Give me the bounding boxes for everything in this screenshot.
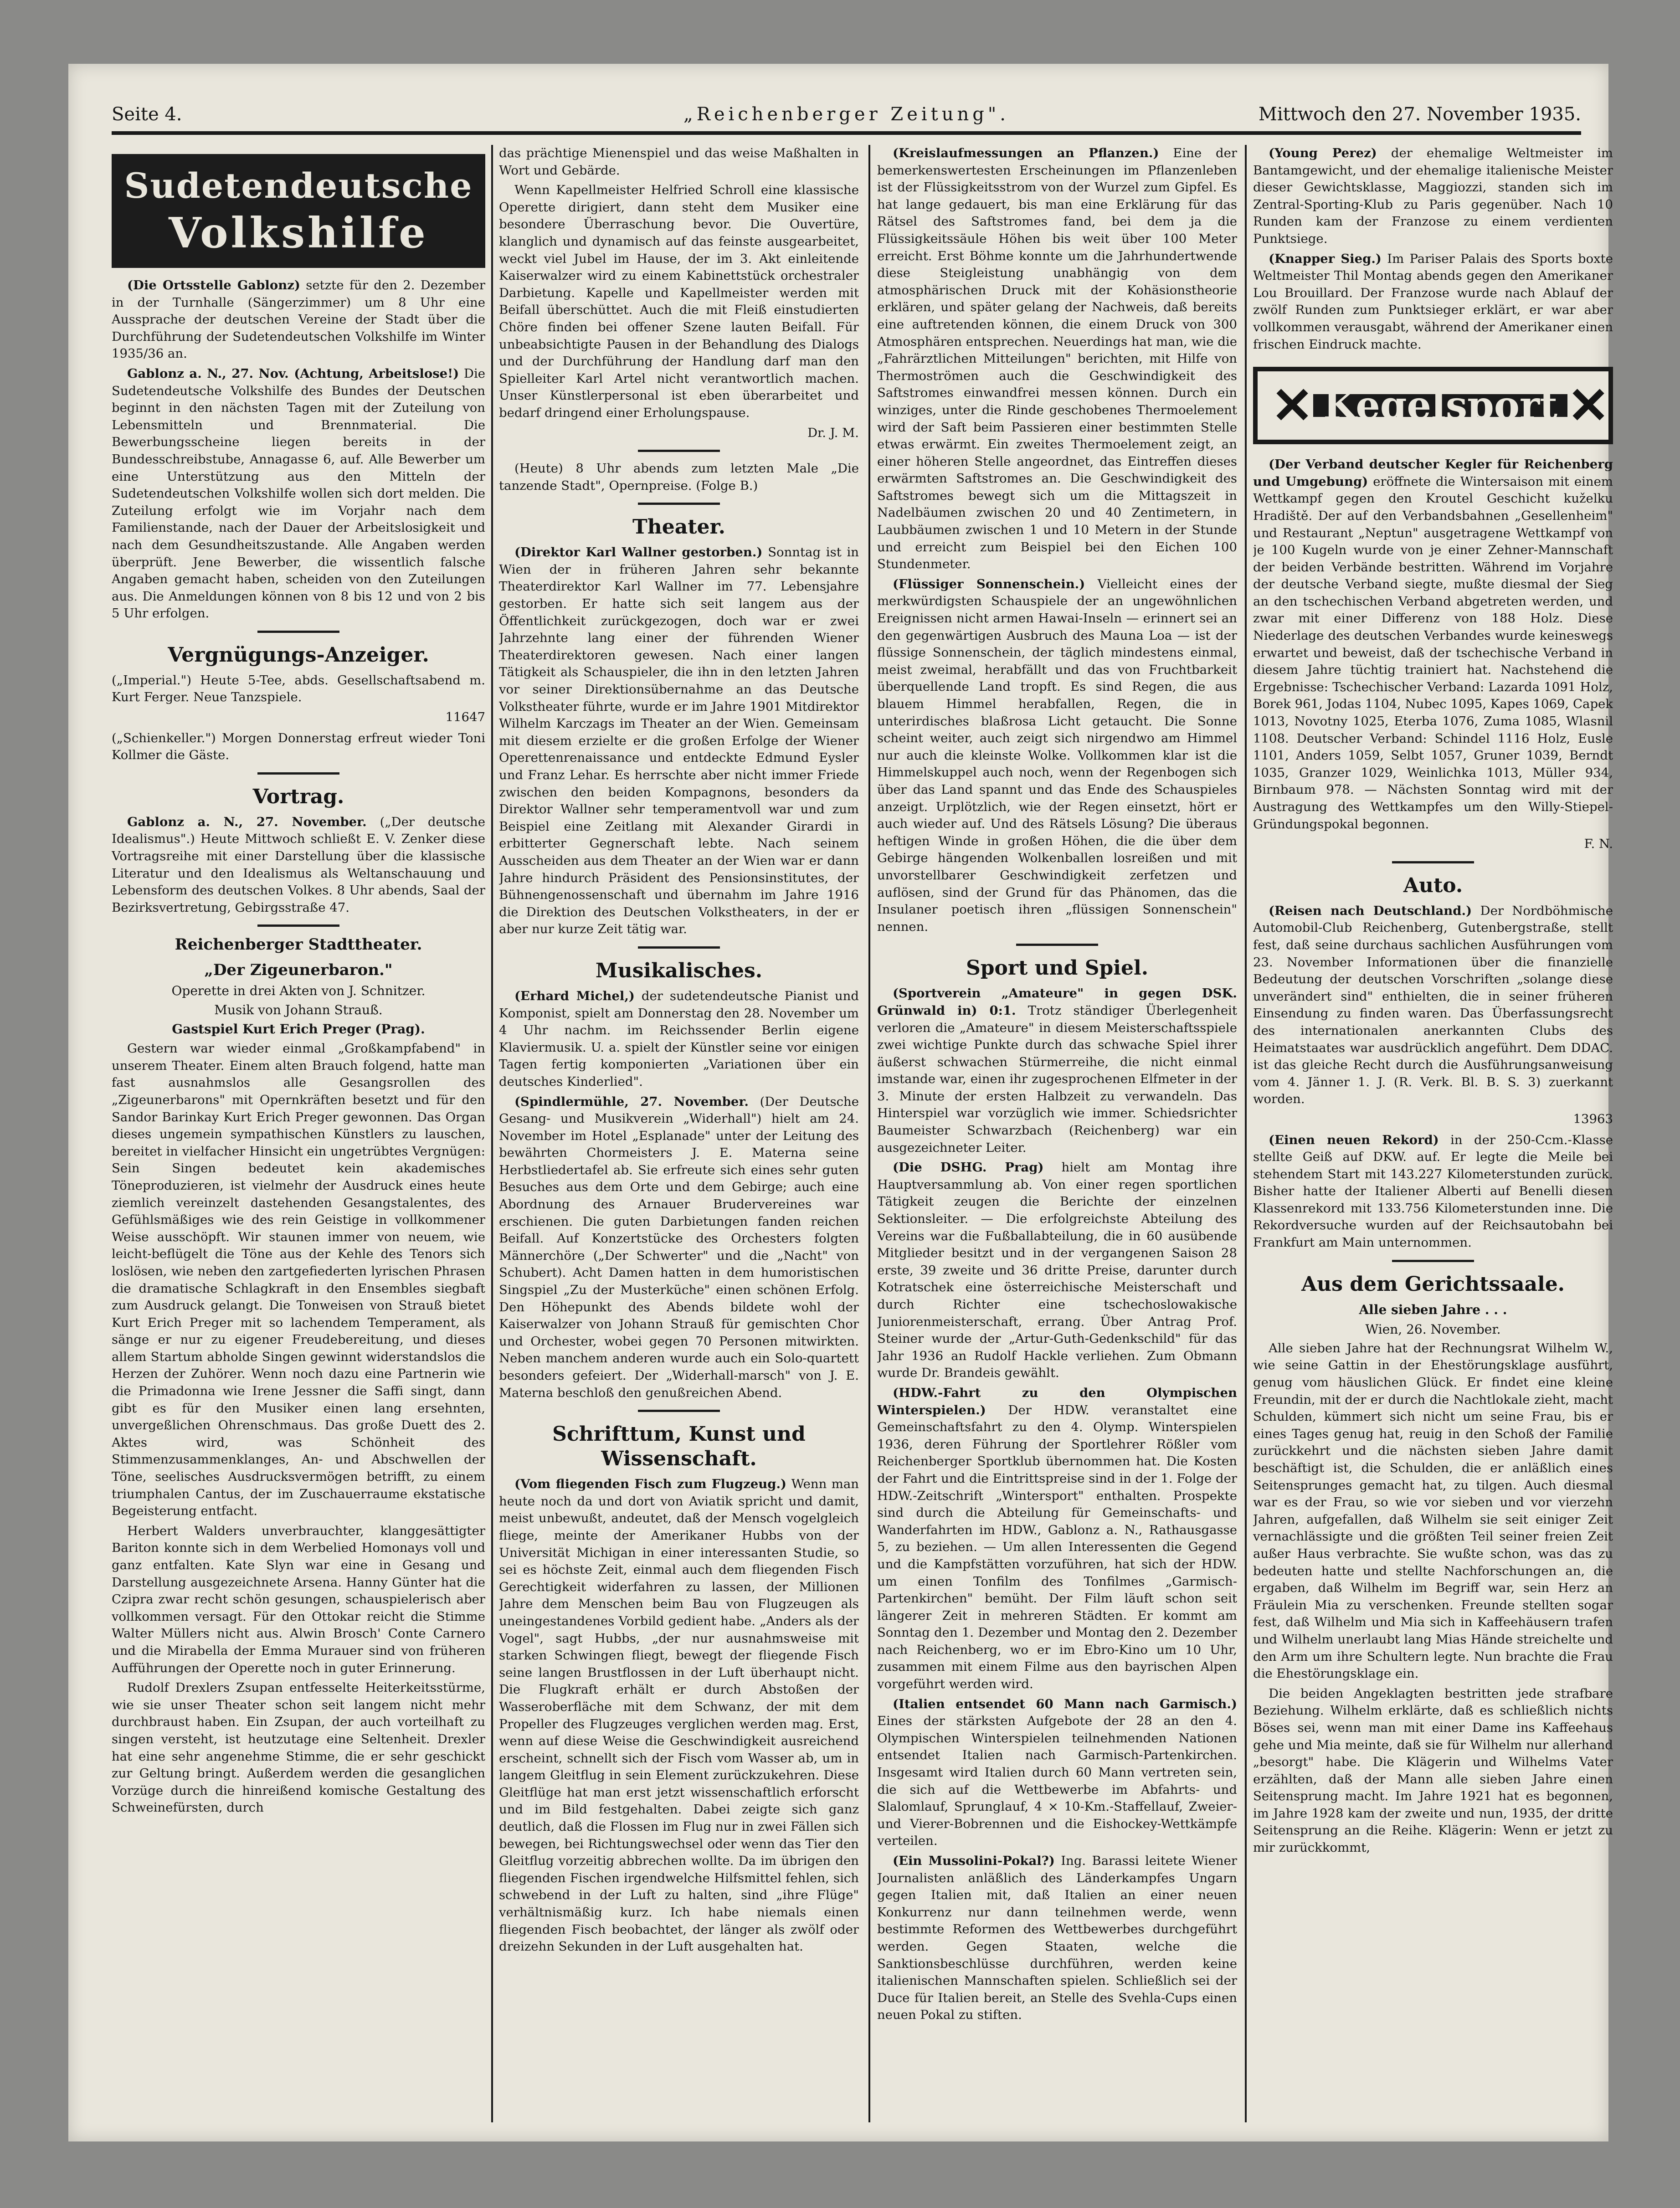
article-paragraph: Herbert Walders unverbrauchter, klanggesättigter Bariton konnte sich in dem Werbelied Homonays voll und ganz entfalten. Kate Slyn war eine in Gesang und Darstellung ausgezeichnete Arsena. Hanny Günter hat die Czipra zwar recht schön gesungen, schauspielerisch aber vollkommen versagt. Für den Ottokar reicht die Stimme Walter Müllers nicht aus. Alwin Brosch' Conte Carnero und die Mirabella der Emma Murauer sind von früheren Aufführungen der Operette noch in guter Erinnerung. [112,1523,485,1675]
newspaper-title: „Reichenberger Zeitung". [683,104,1009,125]
crossed-pins-icon: ✕ [1567,376,1610,435]
column-divider [491,145,493,2122]
article-paragraph: (Sportverein „Amateure" in gegen DSK. Grünwald in) 0:1. Trotz ständiger Überlegenheit verloren die „Amateure" in diesem Meisterschaftsspiele zwei wichtige Punkte durch das schwache Spiel ihrer äußerst schwachen Stürmerreihe, die nicht einmal imstande war, einen ihr zugesprochenen Elfmeter in der 3. Minute der ersten Halbzeit zu verwandeln. Das Hinterspiel war vorzüglich wie immer. Schiedsrichter Baumeister Schwarzbach (Reichenberg) war ein ausgezeichneter Leiter. [877,986,1237,1155]
section-rule [638,450,720,452]
article-paragraph: (Ein Mussolini-Pokal?) Ing. Barassi leitete Wiener Journalisten anläßlich des Länderkampfes Ungarn gegen Italien mit, daß Italien an einer neuen Konkurrenz nur dann teilnehmen werde, wenn bestimmte Reformen des Wettbewerbes durchgeführt werden. Gegen Staaten, welche die Sanktionsbeschlüsse durchführen, werden keine italienischen Mannschaften spielen. Schließlich sei der Duce für Italien bereit, an Stelle des Svehla-Cups einen neuen Pokal zu stiften. [877,1854,1237,2023]
article-paragraph: (HDW.-Fahrt zu den Olympischen Winterspielen.) Der HDW. veranstaltet eine Gemeinschaftsfahrt zu den 4. Olymp. Winterspielen 1936, deren Führung der Sportlehrer Rößler vom Reichenberger Sportklub übernommen hat. Die Kosten der Fahrt und die Eintrittspreise sind in der 1. Folge der HDW.-Zeitschrift „Wintersport" enthalten. Prospekte sind durch die Abteilung für Gemeinschafts- und Wanderfahrten im HDW., Gablonz a. N., Rathausgasse 5, zu beziehen. — Um allen Interessenten die Gegend und die Kampfstätten vorzuführen, hat sich der HDW. um einen Tonfilm des Tonfilmes „Garmisch-Partenkirchen" bemüht. Der Film läuft schon seit längerer Zeit in mehreren Städten. Er kommt am Sonntag den 1. Dezember und Montag den 2. Dezember nach Reichenberg, wo er im Ebro-Kino um 10 Uhr, zusammen mit einem Filme aus den bayrischen Alpen vorgeführt werden wird. [877,1385,1237,1692]
section-rule [638,503,720,505]
section-rule [257,924,339,927]
kegelsport-heading-box [1253,367,1613,444]
header-rule [112,131,1581,139]
section-rule [638,1410,720,1412]
page-number: Seite 4. [112,104,182,125]
masthead-line-2: Volkshilfe [169,208,428,257]
kegelsport-title: Kegelsport [1313,394,1567,417]
article-paragraph: Rudolf Drexlers Zsupan entfesselte Heiterkeitsstürme, wie sie unser Theater schon seit langem nicht mehr durchbraust haben. Ein Zsupan, der auch vorteilhaft zu singen versteht, ist heutzutage eine Seltenheit. Drexler hat eine sehr angenehme Stimme, die er sehr geschickt zur Geltung bringt. Außerdem werden die gesanglichen Vorzüge durch die hinreißend komische Gestaltung des Schweinefürsten, durch [112,1680,485,1815]
section-rule [257,631,339,633]
section-rule [638,946,720,949]
author-signature: Dr. J. M. [807,425,859,440]
masthead-line-1: Sudetendeutsche [124,165,473,206]
section-heading-musikalisches: Musikalisches. [595,959,763,982]
column-2 [499,145,859,2122]
article-paragraph: (Kreislaufmessungen an Pflanzen.) Eine der bemerkenswertesten Erscheinungen im Pflanzenleben ist der Flüssigkeitsstrom von der Wurzel zum Gipfel. Es hat lange gedauert, bis man eine Erklärung für das Rätsel des Saftstromes fand, bei dem ja die Flüssigkeitssäule Höhen bis weit über 100 Meter erreicht. Erst Böhme konnte um die Jahrhundertwende diese Steigleistung unabhängig von dem atmosphärischen Druck mit der Kohäsionstheorie erklären, und später gelang der Nachweis, daß bereits eine auftretenden können, die einem Druck von 300 Atmosphären entsprechen. Neuerdings hat man, wie die „Fahrärztlichen Mitteilungen" berichten, mit Hilfe von Thermoströmen auch die Geschwindigkeit des Saftstromes einwandfrei messen können. Durch ein winziges, unter die Rinde geschobenes Thermoelement wird der Saft beim Passieren einer bestimmten Stelle etwas erwärmt. Ein zweites Thermoelement zeigt, an einer höheren Stelle angeordnet, das Eintreffen dieses erwärmten Saftstromes an. Die Geschwindigkeit des Saftstromes bewegt sich um die Mittagszeit in Nadelbäumen zwischen 20 und 40 Zentimetern, in Laubbäumen zwischen 1 und 10 Metern in der Stunde und erreicht zum Beispiel bei den Eichen 100 Stundenmeter. [877,146,1237,572]
author-signature: F. N. [1584,837,1613,852]
article-paragraph: (Der Verband deutscher Kegler für Reichenberg und Umgebung) eröffnete die Wintersaison mit einem Wettkampf gegen den Kroutel Geschicht kuželku Hradiště. Der auf den Verbandsbahnen „Gesellenheim" und Restaurant „Neptun" ausgetragene Wettkampf von je 100 Kugeln wurde von je einer Zehner-Mannschaft der beiden Verbände bestritten. Während im Vorjahre der deutsche Verband siegte, mußte diesmal der Sieg an den tschechischen Verband abgetreten werden, und zwar mit einer Differenz von 188 Holz. Diese Niederlage des deutschen Verbandes wurde keineswegs erwartet und beweist, daß der tschechische Verband in diesem Jahre tüchtig trainiert hat. Nachstehend die Ergebnisse: Tschechischer Verband: Lazarda 1091 Holz, Borek 961, Jodas 1104, Nubec 1095, Kapes 1069, Capek 1013, Novotny 1025, Eterba 1076, Zuma 1085, Wlasnil 1108. Deutscher Verband: Schindel 1116 Holz, Eusle 1101, Anders 1059, Selbt 1057, Gruner 1039, Berndt 1035, Granzer 1029, Weinlichka 1013, Müller 934, Birnbaum 978. — Nächsten Sonntag wird mit der Austragung des Wettkampfes um den Willy-Stiepel-Gründungspokal begonnen. [1253,457,1613,832]
section-heading-gerichtssaal: Aus dem Gerichtssaale. [1301,1272,1565,1296]
article-paragraph: (Italien entsendet 60 Mann nach Garmisch.) Eines der stärksten Aufgebote der 28 an den 4. Olympischen Winterspielen teilnehmenden Nationen entsendet Italien nach Garmisch-Partenkirchen. Insgesamt wird Italien durch 60 Mann vertreten sein, die sich auf die Wettbewerbe im Abfahrts- und Slalomlauf, Sprunglauf, 4 × 10-Km.-Staffellauf, Zweier- und Vierer-Bobrennen und die Eishockey-Wettkämpfe verteilen. [877,1696,1237,1849]
article-paragraph: (Die DSHG. Prag) hielt am Montag ihre Hauptversammlung ab. Von einer regen sportlichen Tätigkeit zeugen die Berichte der einzelnen Sektionsleiter. — Die erfolgreichste Abteilung des Vereins war die Fußballabteilung, die in 60 ausübende Mitglieder besitzt und in der vergangenen Saison 28 erste, 39 zweite und 36 dritte Preise, darunter durch Kotratschek eine österreichische Meisterschaft und durch Richter eine tschechoslowakische Juniorenmeisterschaft, errang. Über Antrag Prof. Steiner wurde der „Artur-Guth-Gedenkschild" für das Jahr 1936 an Rudolf Hackle verliehen. Zum Obmann wurde Dr. Brandeis gewählt. [877,1160,1237,1381]
article-paragraph: (Die Ortsstelle Gablonz) setzte für den 2. Dezember in der Turnhalle (Sängerzimmer) um 8 Uhr eine Aussprache der deutschen Vereine der Stadt über die Durchführung der Sudetendeutschen Volkshilfe im Winter 1935/36 an. [112,278,485,361]
article-paragraph: Wenn Kapellmeister Helfried Schroll eine klassische Operette dirigiert, dann steht dem Musiker eine besondere Überraschung bevor. Die Ouvertüre, klanglich und dynamisch auf das feinste ausgearbeitet, weckt viel Jubel im Hause, der im 3. Akt einleitende Kaiserwalzer wird zu einem Kabinettstück orchestraler Darbietung. Kapelle und Kapellmeister werden mit Beifall überschüttet. Auch die mit Fleiß einstudierten Chöre finden bei offener Szene lauten Beifall. Für unbeabsichtigte Pausen in der Behandlung des Dialogs und der Durchführung der Handlung darf man den Spielleiter Karl Artel nicht verantwortlich machen. Unser Künstlerpersonal ist eben überarbeitet und bedarf dringend einer Erholungspause. [499,183,859,420]
section-heading-auto: Auto. [1403,873,1463,897]
issue-date: Mittwoch den 27. November 1935. [1258,104,1581,125]
section-rule [1392,1260,1474,1262]
article-paragraph: Die beiden Angeklagten bestritten jede strafbare Beziehung. Wilhelm erklärte, daß es schließlich nichts Böses sei, wenn man mit einer Dame ins Kaffeehaus gehe und Mia meinte, daß sie für Wilhelm nur allerhand „besorgt" habe. Die Klägerin und Wilhelms Vater erzählten, daß der Mann alle sieben Jahre einen Seitensprung macht. Im Jahre 1921 hat es begonnen, im Jahre 1928 kam der zweite und nun, 1935, der dritte Seitensprung an die Reihe. Klägerin: Wenn er jetzt zu mir zurückkommt, [1253,1686,1613,1855]
listing-number: 13963 [1573,1111,1613,1126]
column-divider [868,145,870,2122]
article-paragraph: Gablonz a. N., 27. Nov. (Achtung, Arbeitslose!) Die Sudetendeutsche Volkshilfe des Bundes der Deutschen beginnt in den nächsten Tagen mit der Zuteilung von Lebensmitteln und Brennmaterial. Die Bewerbungsscheine liegen bereits in der Bundesschreibstube, Annagasse 6, auf. Alle Bewerber um eine Unterstützung aus den Mitteln der Sudetendeutschen Volkshilfe wollen sich dort melden. Die Zuteilung erfolgt wie im Vorjahr nach dem Familienstande, nach der Dauer der Arbeitslosigkeit und nach dem Gesundheitszustande. Alle Angaben werden überprüft. Jene Bewerber, die wissentlich falsche Angaben gemacht haben, scheiden von den Zuteilungen aus. Die Anmeldungen können von 8 bis 12 und von 2 bis 5 Uhr erfolgen. [112,366,485,621]
listing-paragraph: („Schienkeller.") Morgen Donnerstag erfreut wieder Toni Kollmer die Gäste. [112,730,485,763]
article-paragraph: Gablonz a. N., 27. November. („Der deutsche Idealismus".) Heute Mittwoch schließt E. V. Zenker diese Vortragsreihe mit einer Darstellung über die klassische Literatur und den Idealismus als Weltanschauung und Lebensform des deutschen Volkes. 8 Uhr abends, Saal der Bezirksvertretung, Gebirgsstraße 47. [112,814,485,915]
dateline: Wien, 26. November. [1365,1322,1501,1337]
section-rule [1392,861,1474,863]
article-paragraph: Alle sieben Jahre hat der Rechnungsrat Wilhelm W., wie seine Gattin in der Ehestörungsklage ausführt, genug vom häuslichen Glück. Er findet eine kleine Freundin, mit der er durch die Nachtlokale zieht, macht Schulden, kümmert sich nicht um seine Frau, bis er eines Tages genug hat, reuig in den Schoß der Familie zurückkehrt und die nächsten sieben Jahre damit beschäftigt ist, die Schulden, die er anläßlich eines Seitensprunges gemacht hat, zu tilgen. Auch diesmal war es der Frau, so wie vor sieben und vor vierzehn Jahren, aufgefallen, daß Wilhelm sie seit einiger Zeit vernachlässigte und die größten Teil seiner freien Zeit außer Haus verbrachte. Sie wußte schon, was das zu bedeuten hatte und stellte Nachforschungen an, die ergaben, daß Wilhelm im Begriff war, sein Herz an Fräulein Mia zu verschenken. Freunde stellten sogar fest, daß Wilhelm und Mia sich in Kaffeehäusern trafen und Wilhelm unerlaubt lang Mias Hände streichelte und den Arm um ihre Schultern legte. Nun brachte die Frau die Ehestörungsklage ein. [1253,1340,1613,1681]
notice-paragraph: (Heute) 8 Uhr abends zum letzten Male „Die tanzende Stadt", Opernpreise. (Folge B.) [499,461,859,493]
article-subheading: Alle sieben Jahre . . . [1359,1302,1507,1317]
section-rule [1016,944,1098,946]
article-paragraph: Gestern war wieder einmal „Großkampfabend" in unserem Theater. Einem alten Brauch folgend, hatte man fast ausnahmslos alle Gesangsrollen des „Zigeunerbarons" mit Opernkräften besetzt und für den Sandor Barinkay Kurt Erich Preger gewonnen. Das Organ dieses ungemein sympathischen Künstlers zu lauschen, bereitet in vielfacher Hinsicht ein ungetrübtes Vergnügen: Sein Singen bedeutet kein akademisches Töneproduzieren, ist vielmehr der Ausdruck eines heute ziemlich vereinzelt dastehenden Gesangstalentes, des Gefühlsmäßiges wie des rein Geistige in vollkommener Weise ausschöpft. Wir staunen immer von neuem, wie leicht-beflügelt die Töne aus der Kehle des Tenors sich loslösen, wie neben den zartgefiederten lyrischen Phrasen die dramatische Schlagkraft in den Ensembles siegbaft zum Ausdruck gelangt. Die Tonweisen von Strauß bietet Kurt Erich Preger mit so lachendem Temperament, als sänge er nur zu eigener Freudebereitung, und dieses allem Startum abholde Singen gewinnt widerstandslos die Herzen der Zuhörer. Wenn noch dazu eine Partnerin wie die Primadonna wie Irene Jessner die Saffi singt, dann gibt es für den Musiker einen lang ersehnten, unvergeßlichen Ohrenschmaus. Das große Duett des 2. Aktes wird, was Schönheit des Stimmenzusammenklanges, An- und Abschwellen der Töne, seelisches Ausdrucksvermögen betrifft, zu einem triumphalen Cantus, der im Zuschauerraume ekstatische Begeisterung entfacht. [112,1041,485,1519]
listing-number: 11647 [445,710,485,725]
review-subtitle: Operette in drei Akten von J. Schnitzer. [171,983,426,999]
listing-paragraph: („Imperial.") Heute 5-Tee, abds. Gesellschaftsabend m. Kurt Ferger. Neue Tanzspiele. [112,673,485,705]
article-paragraph: (Flüssiger Sonnenschein.) Vielleicht eines der merkwürdigsten Schauspiele der an ungewöhnlichen Ereignissen nicht armen Hawai-Inseln — erinnert sei an den gegenwärtigen Ausbruch des Mauna Loa — ist der flüssige Sonnenschein, der täglich mindestens einmal, meist zweimal, herabfällt und das von Fruchtbarkeit überquellende Land tropft. Es sind Regen, die aus blauem Himmel herabfallen, Regen, die in unterirdisches blaßrosa Licht getaucht. Die Sonne scheint weiter, auch zeigt sich nirgendwo am Himmel nur auch die kleinste Wolke. Vollkommen klar ist die Himmelskuppel auch noch, wenn der Regenbogen sich über das Land spannt und das Ende des Schauspieles anzeigt. Urplötzlich, wie der Regen einsetzt, hört er auch wieder auf. Und des Rätsels Lösung? Die überaus heftigen Winde in großen Höhen, die die über dem Gebirge hängenden Wolkenballen losreißen und mit unvorstellbarer Geschwindigkeit zerfetzen und auflösen, sind der Grund für das Phänomen, das die Insulaner poetisch ihren „flüssigen Sonnenschein" nennen. [877,576,1237,934]
crossed-pins-icon: ✕ [1271,376,1314,435]
column-4 [1253,145,1613,2122]
review-guest: Gastspiel Kurt Erich Preger (Prag). [172,1021,425,1037]
section-heading-theater: Theater. [632,515,725,539]
column-1 [112,145,485,2122]
page-header [112,100,1581,132]
section-rule [257,772,339,775]
section-heading-schrifttum: Schrifttum, Kunst und Wissenschaft. [552,1422,806,1471]
review-subtitle: Musik von Johann Strauß. [214,1002,383,1017]
volkshilfe-masthead [112,154,485,268]
article-paragraph: (Vom fliegenden Fisch zum Flugzeug.) Wenn man heute noch da und dort von Aviatik spricht und damit, meist unbewußt, andeutet, daß der Mensch vogelgleich fliege, meinte der Amerikaner Hubbs von der Universität Michigan in einer interessanten Studie, so sei es höchste Zeit, einmal auch dem fliegenden Fisch Gerechtigkeit widerfahren zu lassen, der Millionen Jahre dem Menschen beim Bau von Flugzeugen als uneingestandenes Vorbild gedient habe. „Anders als der Vogel", sagt Hubbs, „der nur ausnahmsweise mit starken Schwingen fliegt, bewegt der fliegende Fisch seine langen Brustflossen in der Luft überhaupt nicht. Die Flugkraft erhält er durch Abstoßen der Wasseroberfläche mit dem Schwanz, der mit dem Propeller des Flugzeuges verglichen werden mag. Erst, wenn auf diese Weise die Geschwindigkeit ausreichend erscheint, schnellt sich der Fisch vom Wasser ab, um in langem Gleitflug in sein Element zurückzukehren. Diese Gleitflüge hat man erst jetzt wissenschaftlich erforscht und im Bild festgehalten. Dabei zeigte sich ganz deutlich, daß die Flossen im Flug nur in zwei Fällen sich bewegen, bei Richtungswechsel oder wenn das Tier den Gleitflug vorzeitig abbrechen wollte. Da im übrigen den fliegenden Fischen irgendwelche Hilfsmittel fehlen, sich schwebend in der Luft zu halten, sind „ihre Flüge" verhältnismäßig kurz. Ich habe niemals einen fliegenden Fisch beobachtet, der länger als zwölf oder dreizehn Sekunden in der Luft ausgehalten hat. [499,1477,859,1954]
article-paragraph: (Spindlermühle, 27. November. (Der Deutsche Gesang- und Musikverein „Widerhall") hielt am 24. November im Hotel „Esplanade" unter der Leitung des bewährten Chormeisters J. E. Materna seine Herbstliedertafel ab. Sie erfreute sich eines sehr guten Besuches aus dem Orte und dem Gebirge; auch eine Abordnung des Arnauer Brudervereines war erschienen. Die guten Darbietungen fanden reichen Beifall. Auf Konzertstücke des Orchesters folgten Männerchöre („Der Schwerter" und die „Nacht" von Schubert). Acht Damen hatten in dem humoristischen Singspiel „Zu der Musterküche" einen schönen Erfolg. Den Höhepunkt des Abends bildete wohl der Kaiserwalzer von Johann Strauß für gemischten Chor und Orchester, wobei gegen 70 Personen mitwirkten. Neben manchem anderen wurde auch ein Solo-quartett besonders gefeiert. Der „Widerhall-marsch" von J. E. Materna beschloß den genußreichen Abend. [499,1094,859,1400]
article-paragraph: (Reisen nach Deutschland.) Der Nordböhmische Automobil-Club Reichenberg, Gutenbergstraße, stellt fest, daß seine durchaus sachlichen Ausführungen vom 23. November Informationen über die finanzielle Bedeutung der deutschen Vorschriften „solange diese unverändert sind" enthielten, die in seiner früheren Einsendung zu finden waren. Das Überfassungsrecht des internationalen anerkannten Clubs des Heimatstaates war ausdrücklich angeführt. Dem DDAC. ist das gleiche Recht durch die Ausführungsanweisung vom 4. Jänner 1. J. (R. Verk. Bl. B. S. 3) zuerkannt worden. [1253,903,1613,1107]
review-title: „Der Zigeunerbaron." [204,961,393,980]
article-lead: (Die Ortsstelle Gablonz) [127,278,300,293]
column-divider [1245,145,1247,2122]
section-heading-sport: Sport und Spiel. [966,956,1149,980]
newspaper-page [68,64,1613,2141]
column-3 [877,145,1237,2122]
section-heading-vergnuegungs: Vergnügungs-Anzeiger. [168,643,429,667]
section-heading-vortrag: Vortrag. [252,785,344,808]
article-paragraph: (Erhard Michel,) der sudetendeutsche Pianist und Komponist, spielt am Donnerstag den 28. November um 4 Uhr nachm. im Reichssender Berlin eigene Klaviermusik. U. a. spielt der Künstler seine vor einigen Tagen fertig komponierten „Variationen über ein deutsches Kinderlied". [499,988,859,1089]
article-paragraph: das prächtige Mienenspiel und das weise Maßhalten in Wort und Gebärde. [499,146,859,178]
article-paragraph: (Direktor Karl Wallner gestorben.) Sonntag ist in Wien der in früheren Jahren sehr bekannte Theaterdirektor Karl Wallner im 77. Lebensjahre gestorben. Er hatte sich seit langem aus der Öffentlichkeit zurückgezogen, doch war er zwei Jahrzehnte lang einer der führenden Wiener Theaterdirektoren gewesen. Nach einer langen Tätigkeit als Schauspieler, die ihn in den letzten Jahren vor seiner Direktionsübernahme an das Deutsche Volkstheater führte, wurde er im Jahre 1901 Mitdirektor Wilhelm Karczags im Theater an der Wien. Gemeinsam mit diesem erzielte er die großen Erfolge der Wiener Operettenrenaissance und entdeckte Edmund Eysler und Franz Lehar. Es herrschte aber nicht immer Friede zwischen den beiden Kompagnons, besonders da Direktor Wallner sehr temperamentvoll war und zum Beispiel eine Zeitlang mit Alexander Girardi in erbitterter Gegnerschaft lebte. Nach seinem Ausscheiden aus dem Theater an der Wien war er dann Jahre hindurch Präsident des Pensionsinstitutes, der Bühnengenossenschaft und übernahm im Jahre 1916 die Direktion des Deutschen Volkstheaters, in der er aber nur kurze Zeit tätig war. [499,545,859,937]
article-paragraph: (Knapper Sieg.) Im Pariser Palais des Sports boxte Weltmeister Thil Montag abends gegen den Amerikaner Lou Brouillard. Der Franzose wurde nach Ablauf der zwölf Runden zum Punktsieger erklärt, er war aber vollkommen verausgabt, während der Amerikaner einen frischen Eindruck machte. [1253,251,1613,352]
article-lead: Gablonz a. N., 27. Nov. (Achtung, Arbeitslose!) [127,366,459,381]
section-heading-stadttheater: Reichenberger Stadttheater. [175,935,422,954]
article-paragraph: (Young Perez) der ehemalige Weltmeister im Bantamgewicht, und der ehemalige italienische Meister dieser Gewichtsklasse, Maggiozzi, standen sich im Zentral-Sporting-Klub zu Paris gegenüber. Nach 10 Runden kam der Franzose zu einem verdienten Punktsiege. [1253,146,1613,246]
article-paragraph: (Einen neuen Rekord) in der 250-Ccm.-Klasse stellte Geiß auf DKW. auf. Er legte die Meile bei stehendem Start mit 143.227 Kilometerstunden zurück. Bisher hatte der Italiener Alberti auf Benelli diesen Klassenrekord mit 133.756 Kilometerstunden inne. Die Rekordversuche wurden auf der Reichsautobahn bei Frankfurt am Main unternommen. [1253,1132,1613,1250]
